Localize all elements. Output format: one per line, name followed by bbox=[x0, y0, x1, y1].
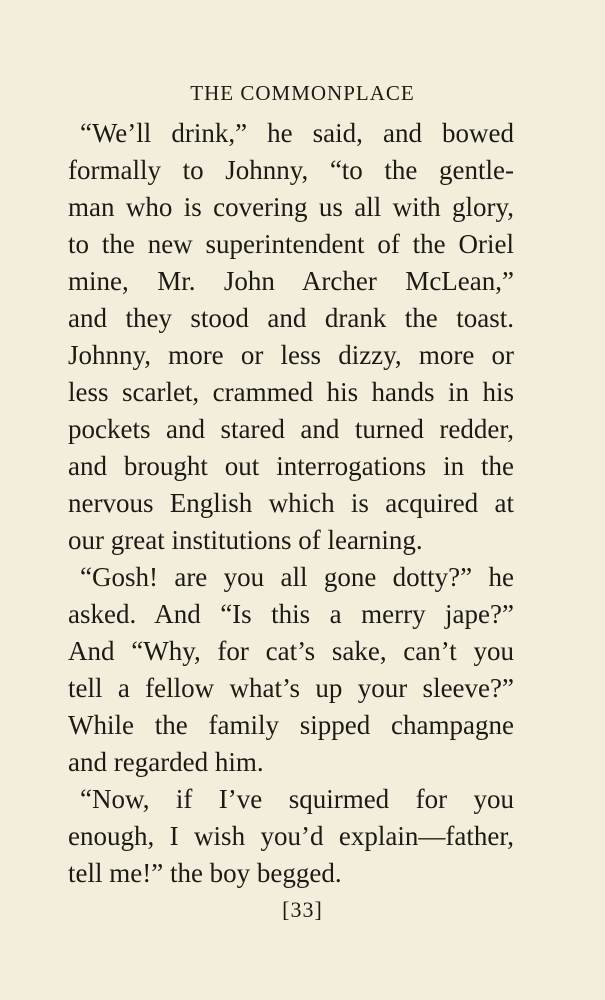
text-line: “Gosh! are you all gone dotty?” he bbox=[80, 562, 514, 592]
text-line: less scarlet, crammed his hands in his bbox=[68, 377, 514, 407]
text-line: and brought out interrogations in the bbox=[68, 451, 514, 481]
text-line: “We’ll drink,” he said, and bowed bbox=[80, 118, 514, 148]
page-number: [33] bbox=[282, 897, 323, 922]
text-line: to the new superintendent of the Oriel bbox=[68, 229, 514, 259]
text-line: and regarded him. bbox=[68, 747, 264, 777]
text-line: Johnny, more or less dizzy, more or bbox=[68, 340, 514, 370]
text-line: our great institutions of learning. bbox=[68, 525, 423, 555]
text-line: formally to Johnny, “to the gentle- bbox=[68, 155, 514, 185]
text-line: man who is covering us all with glory, bbox=[68, 192, 514, 222]
text-line: While the family sipped champagne bbox=[68, 710, 514, 740]
running-head: THE COMMONPLACE bbox=[190, 81, 415, 105]
text-line: asked. And “Is this a merry jape?” bbox=[68, 599, 514, 629]
text-line: tell me!” the boy begged. bbox=[68, 858, 342, 888]
text-line: and they stood and drank the toast. bbox=[68, 303, 514, 333]
body-text bbox=[68, 115, 514, 892]
text-line: mine, Mr. John Archer McLean,” bbox=[68, 266, 514, 296]
text-line: enough, I wish you’d explain—father, bbox=[68, 821, 514, 851]
text-line: tell a fellow what’s up your sleeve?” bbox=[68, 673, 514, 703]
text-line: “Now, if I’ve squirmed for you bbox=[80, 784, 514, 814]
text-line: And “Why, for cat’s sake, can’t you bbox=[68, 636, 514, 666]
text-line: nervous English which is acquired at bbox=[68, 488, 514, 518]
text-line: pockets and stared and turned redder, bbox=[68, 414, 514, 444]
